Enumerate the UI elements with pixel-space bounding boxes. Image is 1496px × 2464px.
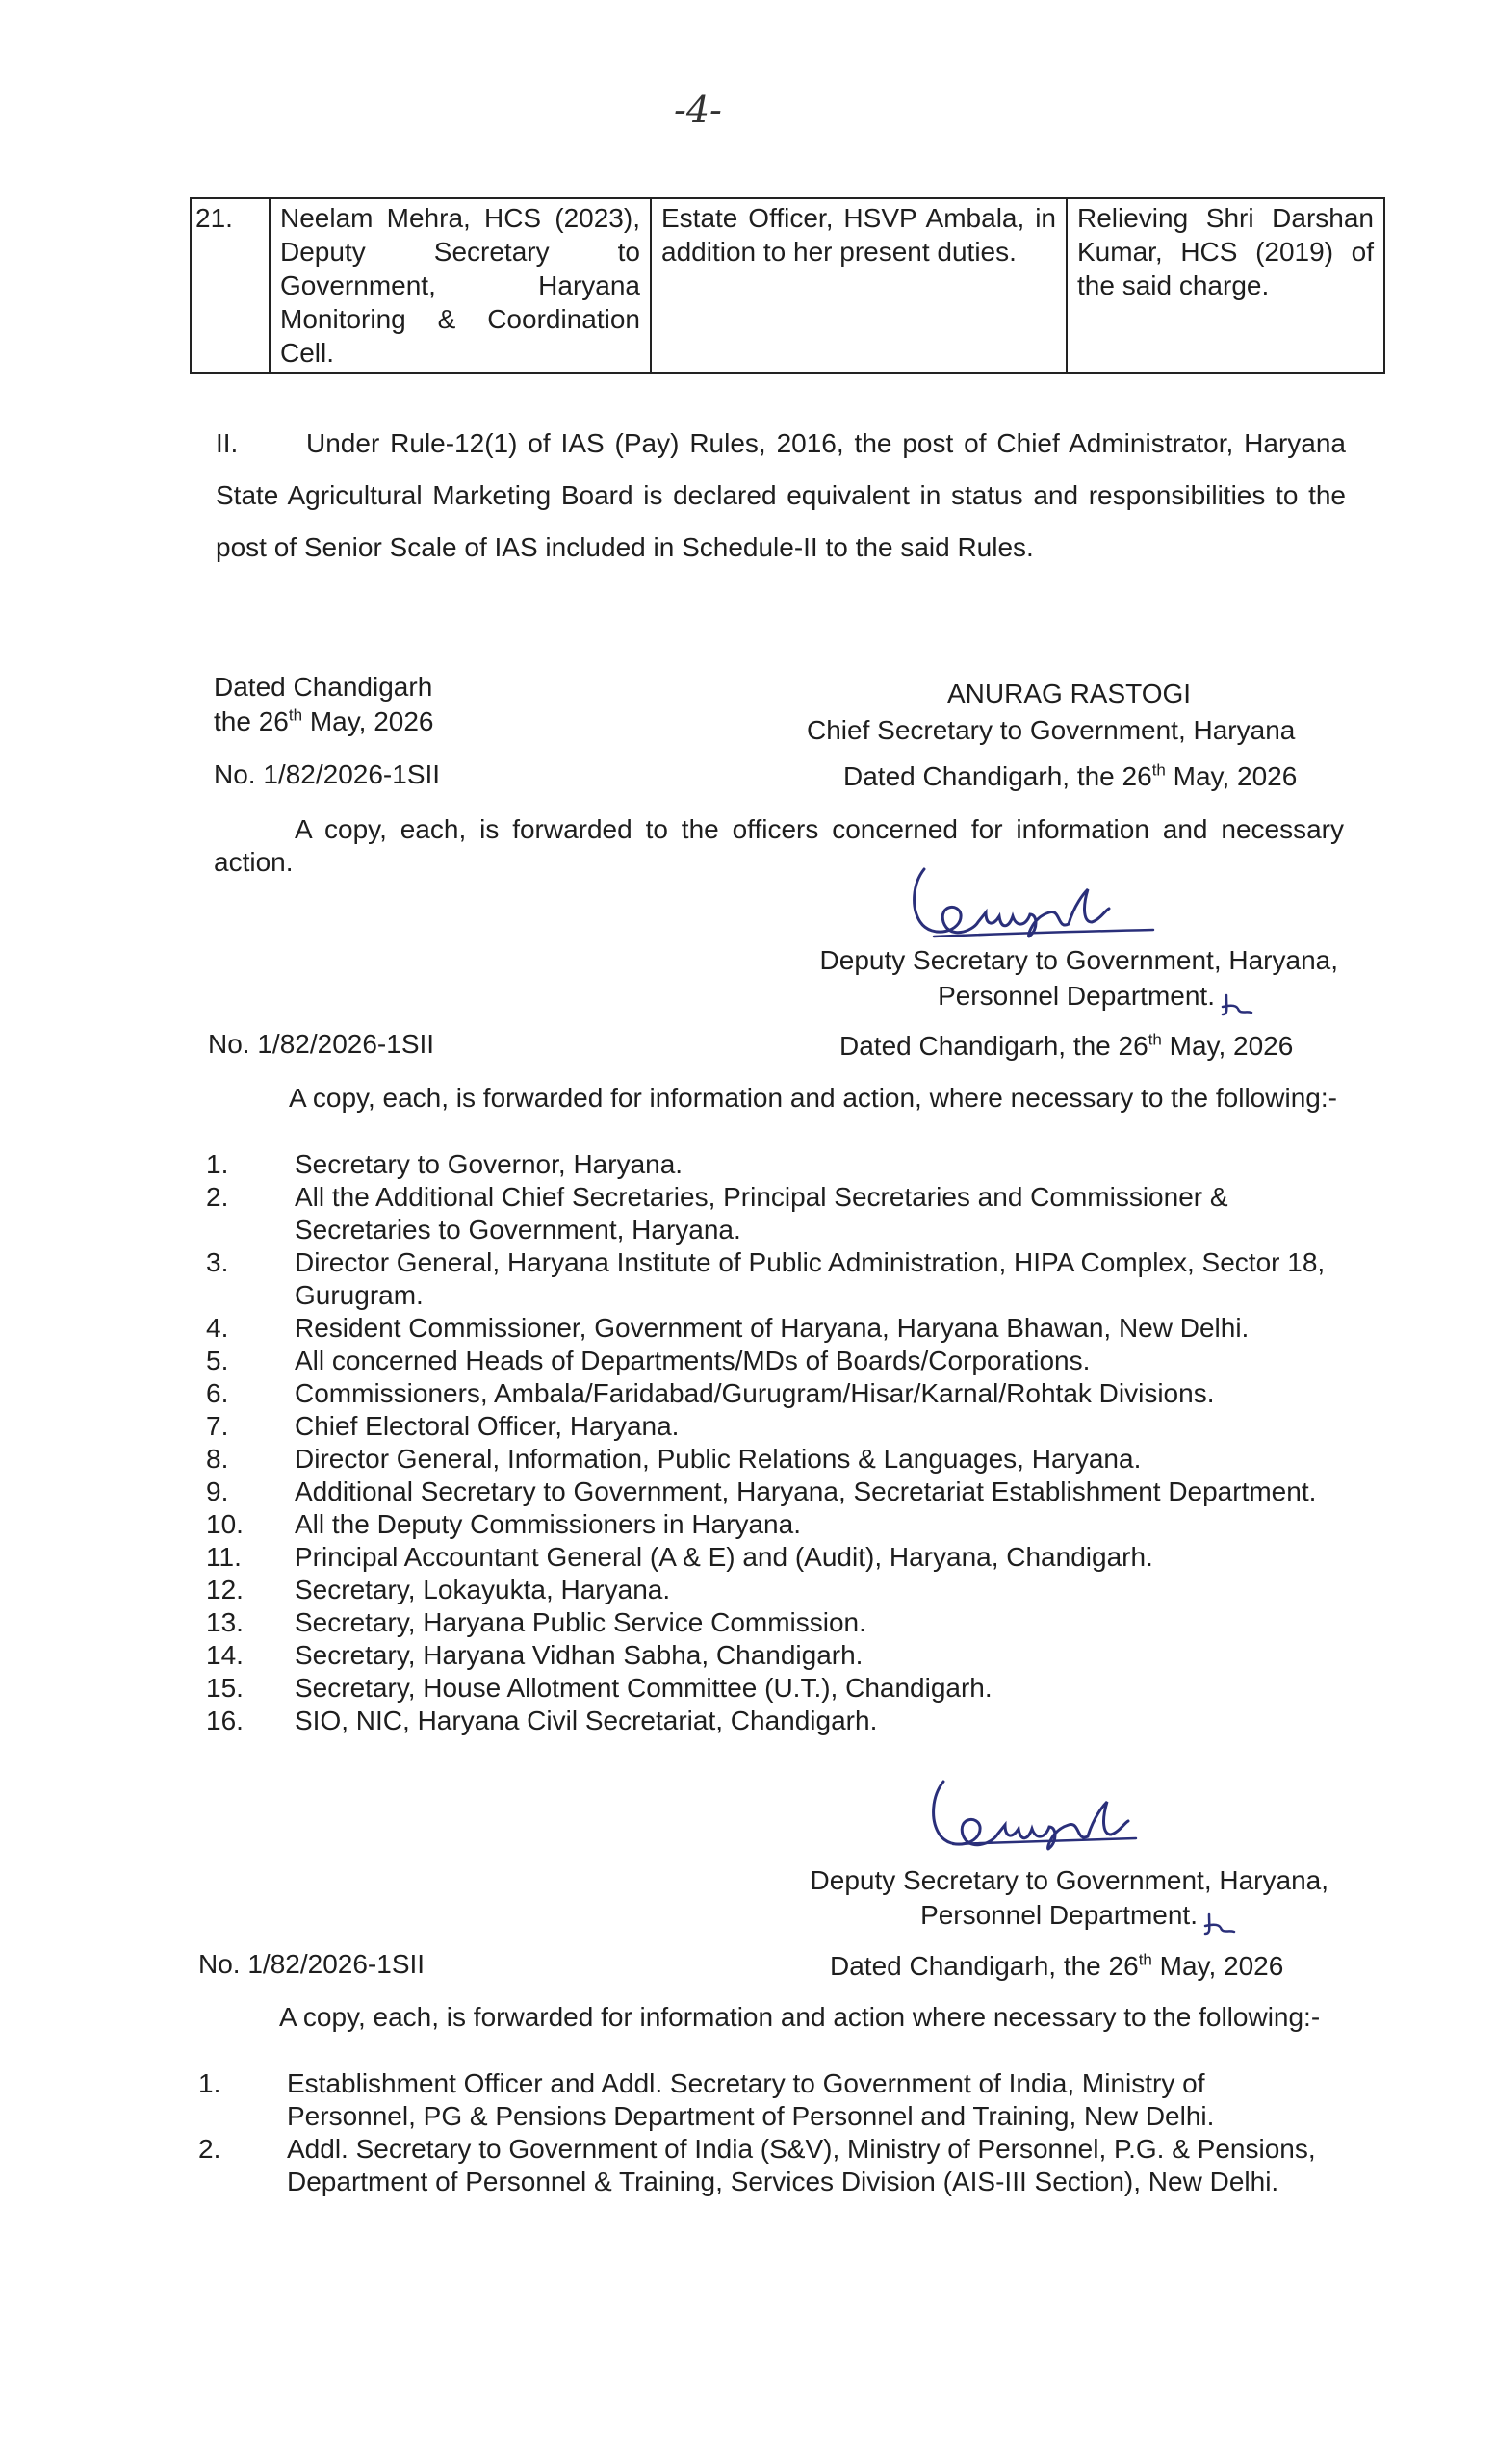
signature-designation-line1: Deputy Secretary to Government, Haryana,: [819, 945, 1338, 975]
list-item-text: All the Additional Chief Secretaries, Principal Secretaries and Commissioner & Secretaries to Government, Haryana.: [295, 1182, 1228, 1245]
dated-date: the 26th May, 2026: [214, 706, 434, 736]
list-item-text: Secretary to Governor, Haryana.: [295, 1149, 684, 1179]
list-item-text: Commissioners, Ambala/Faridabad/Gurugram/Hisar/Karnal/Rohtak Divisions.: [295, 1378, 1215, 1408]
list-item: [206, 1345, 1342, 1377]
paragraph-ii: [216, 418, 1346, 574]
list-item: [198, 2067, 1332, 2133]
initials: [1201, 1909, 1240, 1941]
posting-cell: Estate Officer, HSVP Ambala, in addition to her present duties.: [651, 198, 1067, 373]
list-item-text: Director General, Information, Public Relations & Languages, Haryana.: [295, 1444, 1142, 1474]
signature-designation-line2: Personnel Department.: [920, 1900, 1198, 1930]
list-item: [206, 1606, 1342, 1639]
list-item: [206, 1443, 1342, 1476]
signature-designation-line2: Personnel Department.: [938, 981, 1215, 1011]
paragraph-number: II.: [216, 428, 239, 458]
list-item-text: Addl. Secretary to Government of India (S&V), Ministry of Personnel, P.G. & Pensions, Department of Personnel & Training, Services Division (AIS-III Section), New Delhi.: [287, 2134, 1316, 2196]
list-item: [206, 1246, 1342, 1312]
endorsement-date: Dated Chandigarh, the 26th May, 2026: [843, 760, 1298, 791]
list-item-number: 16.: [206, 1706, 244, 1735]
endorsement-date: Dated Chandigarh, the 26th May, 2026: [830, 1950, 1284, 1981]
list-item: [206, 1672, 1342, 1705]
list-item-number: 11.: [206, 1542, 242, 1572]
initials: [1219, 989, 1257, 1022]
list-item-text: Establishment Officer and Addl. Secretary to Government of India, Ministry of Personnel, PG & Pensions Department of Personnel and Training, New Delhi.: [287, 2068, 1215, 2131]
list-item-number: 14.: [206, 1640, 244, 1670]
list-item-text: Secretary, House Allotment Committee (U.T.), Chandigarh.: [295, 1673, 993, 1703]
signature: [905, 1767, 1194, 1873]
list-item-number: 13.: [206, 1607, 244, 1637]
list-item-text: Additional Secretary to Government, Haryana, Secretariat Establishment Department.: [295, 1476, 1317, 1506]
list-item-number: 2.: [206, 1182, 229, 1212]
list-item-number: 4.: [206, 1313, 229, 1343]
posting-table: [190, 197, 1385, 374]
list-item-text: Secretary, Lokayukta, Haryana.: [295, 1575, 671, 1604]
list-item: [206, 1705, 1342, 1737]
list-item-text: All the Deputy Commissioners in Haryana.: [295, 1509, 801, 1539]
signatory-name: ANURAG RASTOGI: [947, 679, 1192, 708]
list-item-number: 1.: [198, 2068, 221, 2098]
list-item-number: 6.: [206, 1378, 229, 1408]
paragraph-text: Under Rule-12(1) of IAS (Pay) Rules, 2016, the post of Chief Administrator, Haryana State Agricultural Marketing Board is declared equivalent in status and responsibilities to the post of Senior Scale of IAS included in Schedule-II to the said Rules.: [216, 428, 1346, 562]
list-item-number: 15.: [206, 1673, 244, 1703]
list-item: [206, 1639, 1342, 1672]
list-item: [206, 1181, 1342, 1246]
officer-cell: Neelam Mehra, HCS (2023), Deputy Secretary to Government, Haryana Monitoring & Coordination Cell.: [270, 198, 651, 373]
list-item-text: Secretary, Haryana Vidhan Sabha, Chandigarh.: [295, 1640, 864, 1670]
endorsement-number: No. 1/82/2026-1SII: [214, 759, 441, 789]
list-item: [206, 1574, 1342, 1606]
list-item: [206, 1541, 1342, 1574]
table-row: [191, 198, 1384, 373]
list-item-number: 8.: [206, 1444, 229, 1474]
list-item: [206, 1410, 1342, 1443]
list-item-text: Principal Accountant General (A & E) and (Audit), Haryana, Chandigarh.: [295, 1542, 1153, 1572]
page-number: -4-: [674, 89, 722, 131]
list-item-text: Chief Electoral Officer, Haryana.: [295, 1411, 680, 1441]
forwarding-note: A copy, each, is forwarded for information and action where necessary to the following:-: [279, 2002, 1321, 2032]
list-item: [206, 1508, 1342, 1541]
list-item: [206, 1377, 1342, 1410]
serial-number-cell: 21.: [191, 198, 270, 373]
list-item-number: 12.: [206, 1575, 244, 1604]
forwarding-note: A copy, each, is forwarded for information and action, where necessary to the following:-: [289, 1083, 1337, 1113]
forwarding-note: A copy, each, is forwarded to the officers concerned for information and necessary action.: [214, 814, 1344, 877]
list-item: [198, 2133, 1332, 2198]
distribution-list: [206, 1148, 1342, 1737]
list-item-text: Director General, Haryana Institute of Public Administration, HIPA Complex, Sector 18, Gurugram.: [295, 1247, 1326, 1310]
list-item: [206, 1148, 1342, 1181]
signatory-designation: Chief Secretary to Government, Haryana: [807, 715, 1296, 745]
list-item-number: 7.: [206, 1411, 229, 1441]
endorsement-number: No. 1/82/2026-1SII: [198, 1949, 426, 1979]
signature-designation-line1: Deputy Secretary to Government, Haryana,: [810, 1865, 1328, 1895]
list-item-text: Secretary, Haryana Public Service Commission.: [295, 1607, 866, 1637]
list-item-number: 2.: [198, 2134, 221, 2164]
list-item-number: 9.: [206, 1476, 229, 1506]
endorsement-date: Dated Chandigarh, the 26th May, 2026: [839, 1030, 1294, 1061]
list-item-number: 5.: [206, 1346, 229, 1375]
list-item-number: 3.: [206, 1247, 229, 1277]
list-item: [206, 1312, 1342, 1345]
endorsement-number: No. 1/82/2026-1SII: [208, 1029, 435, 1059]
distribution-list: [198, 2067, 1332, 2198]
list-item-number: 10.: [206, 1509, 244, 1539]
list-item: [206, 1476, 1342, 1508]
list-item-text: SIO, NIC, Haryana Civil Secretariat, Chandigarh.: [295, 1706, 878, 1735]
dated-place: Dated Chandigarh: [214, 672, 433, 702]
list-item-text: Resident Commissioner, Government of Haryana, Haryana Bhawan, New Delhi.: [295, 1313, 1250, 1343]
list-item-text: All concerned Heads of Departments/MDs of Boards/Corporations.: [295, 1346, 1091, 1375]
remarks-cell: Relieving Shri Darshan Kumar, HCS (2019) of the said charge.: [1067, 198, 1384, 373]
list-item-number: 1.: [206, 1149, 229, 1179]
